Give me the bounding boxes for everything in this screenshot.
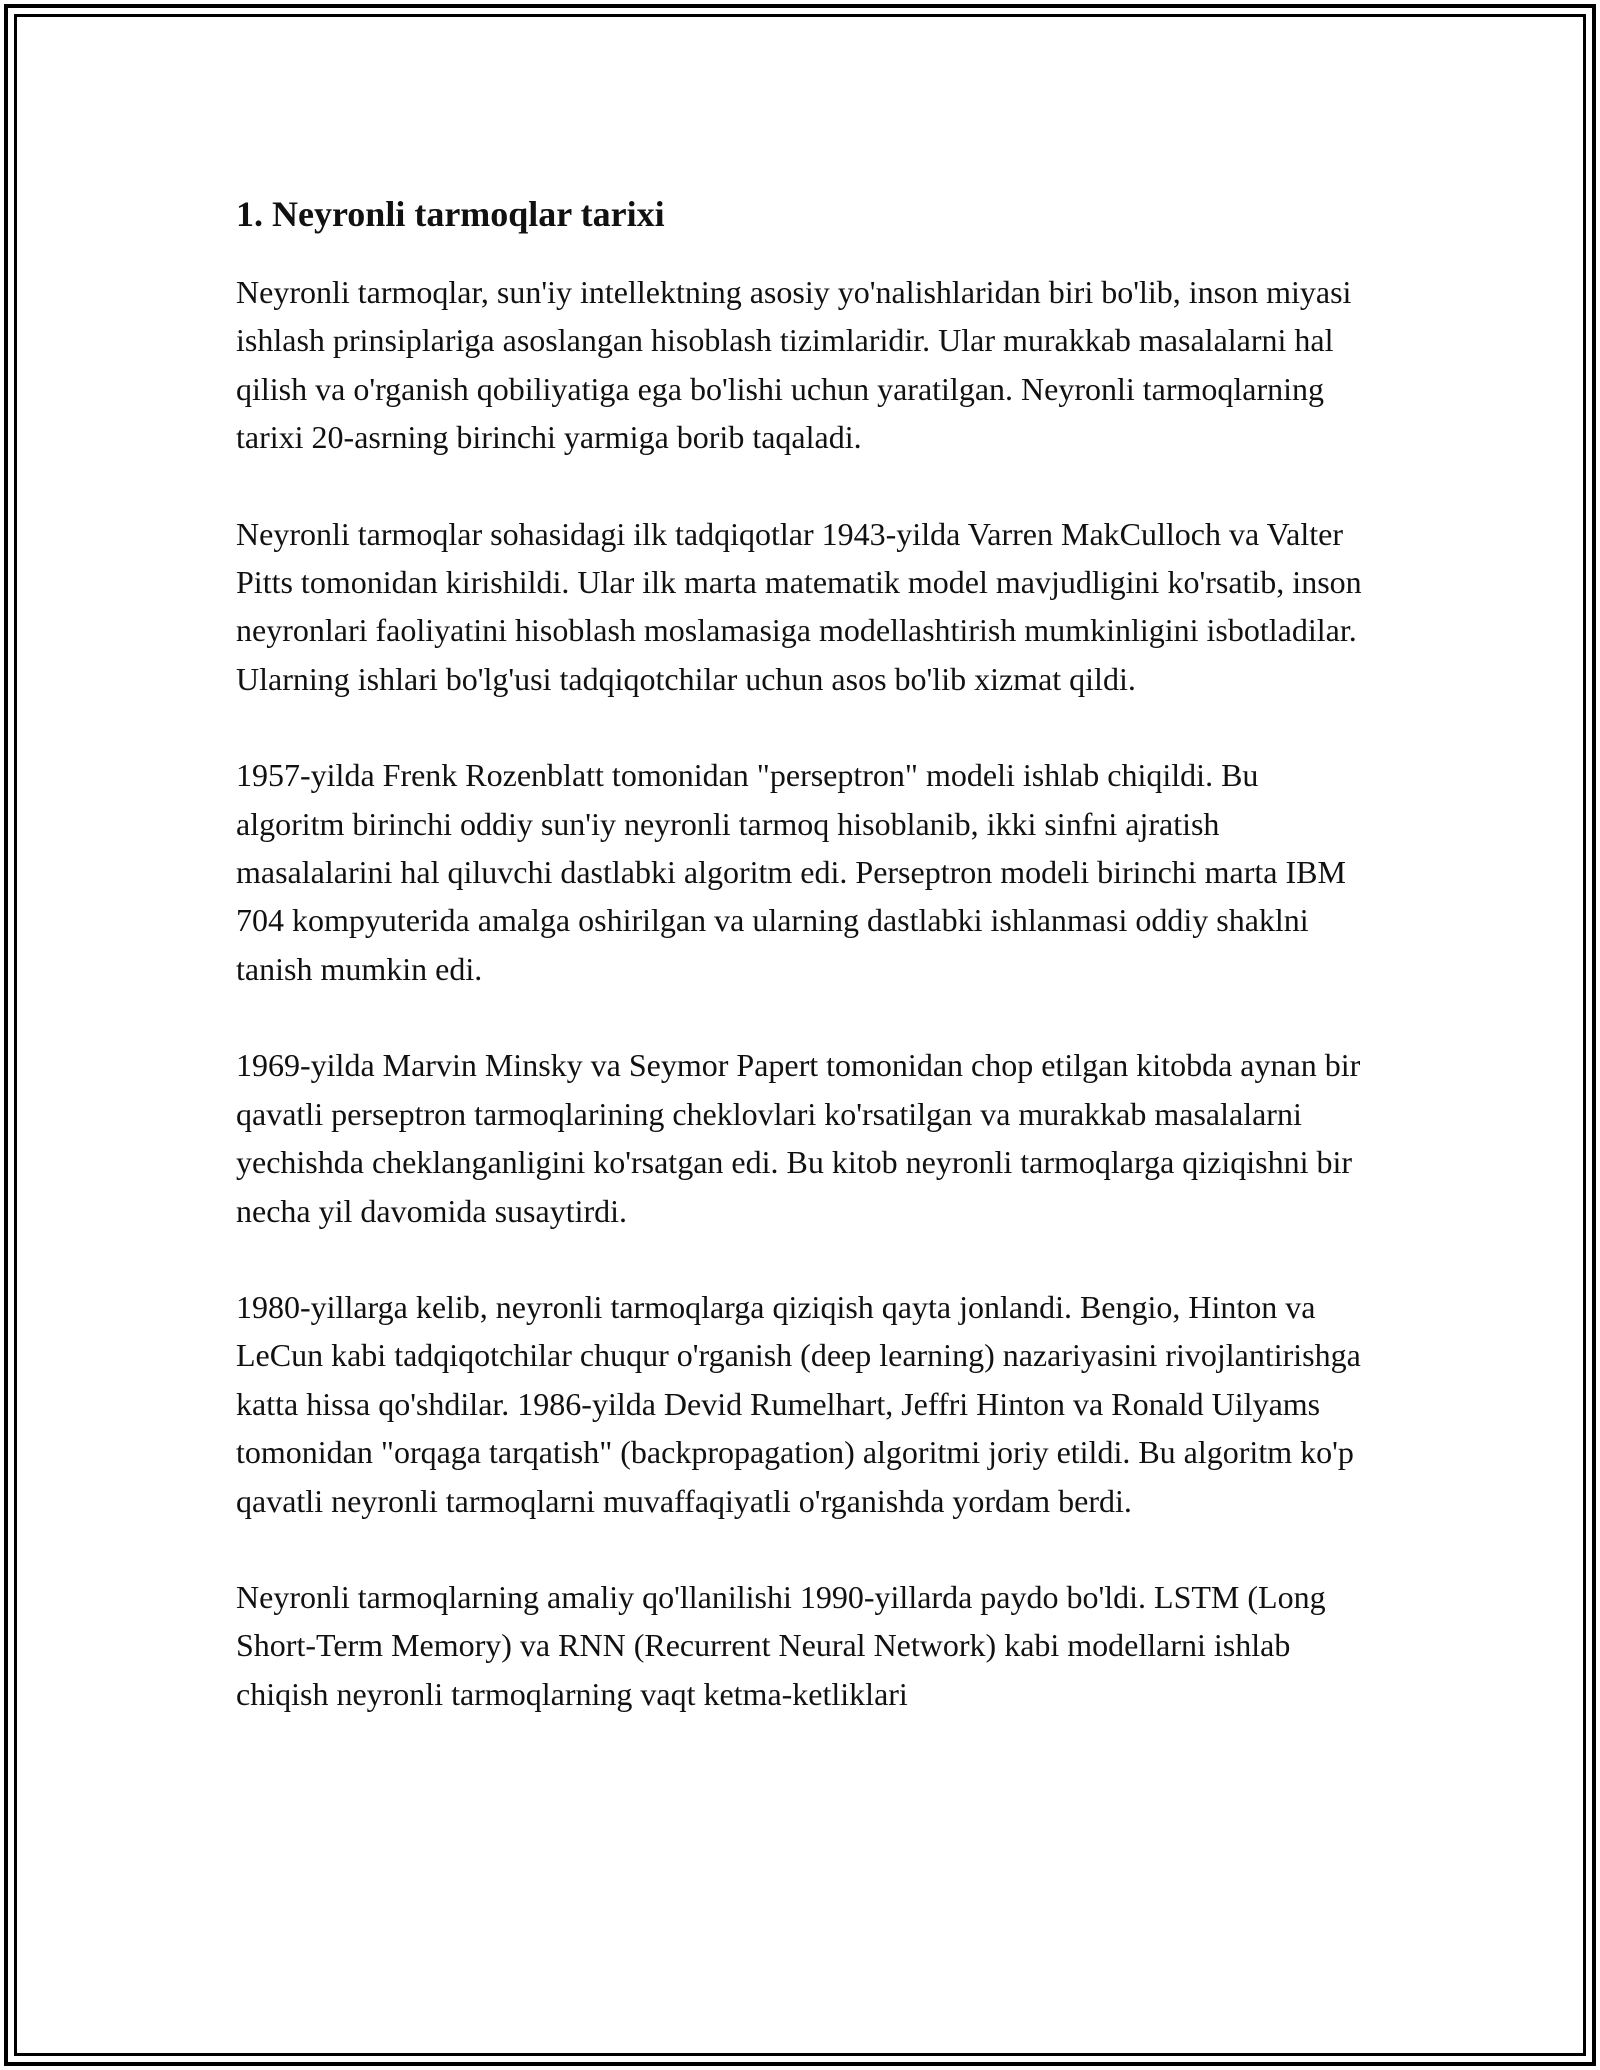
paragraph-1969: 1969-yilda Marvin Minsky va Seymor Papert tomonidan chop etilgan kitobda aynan bir qavatli perseptron tarmoqlarining cheklovlari ko'rsatilgan va murakkab masalalarni yechishda cheklanganligini ko'rsatgan edi. Bu kitob neyronli tarmoqlarga qiziqishni bir necha yil davomida susaytirdi. bbox=[236, 1047, 1361, 1229]
paragraph-intro: Neyronli tarmoqlar, sun'iy intellektning asosiy yo'nalishlaridan biri bo'lib, inson miyasi ishlash prinsiplariga asoslangan hisoblash tizimlaridir. Ular murakkab masalalarni hal qilish va o'rganish qobiliyatiga ega bo'lishi uchun yaratilgan. Neyronli tarmoqlarning tarixi 20-asrning birinchi yarmiga borib taqaladi. bbox=[236, 274, 1352, 456]
paragraph-1990s: Neyronli tarmoqlarning amaliy qo'llanilishi 1990-yillarda paydo bo'ldi. LSTM (Long Short-Term Memory) va RNN (Recurrent Neural Network) kabi modellarni ishlab chiqish neyronli tarmoqlarning vaqt ketma-ketliklari bbox=[236, 1578, 1326, 1712]
paragraph-1943: Neyronli tarmoqlar sohasidagi ilk tadqiqotlar 1943-yilda Varren MakCulloch va Valter Pitts tomonidan kirishildi. Ular ilk marta matematik model mavjudligini ko'rsatib, inson neyronlari faoliyatini hisoblash moslamasiga modellashtirish mumkinligini isbotladilar. Ularning ishlari bo'lg'usi tadqiqotchilar uchun asos bo'lib xizmat qildi. bbox=[236, 515, 1362, 697]
paragraph-1957: 1957-yilda Frenk Rozenblatt tomonidan "perseptron" modeli ishlab chiqildi. Bu algoritm birinchi oddiy sun'iy neyronli tarmoq hisoblanib, ikki sinfni ajratish masalalarini hal qiluvchi dastlabki algoritm edi. Perseptron modeli birinchi marta IBM 704 kompyuterida amalga oshirilgan va ularning dastlabki ishlanmasi oddiy shaklni tanish mumkin edi. bbox=[236, 757, 1346, 987]
document-body bbox=[236, 186, 1366, 1718]
section-heading: 1. Neyronli tarmoqlar tarixi bbox=[236, 194, 665, 234]
paragraph-1980s: 1980-yillarga kelib, neyronli tarmoqlarga qiziqish qayta jonlandi. Bengio, Hinton va LeCun kabi tadqiqotchilar chuqur o'rganish (deep learning) nazariyasini rivojlantirishga katta hissa qo'shdilar. 1986-yilda Devid Rumelhart, Jeffri Hinton va Ronald Uilyams tomonidan "orqaga tarqatish" (backpropagation) algoritmi joriy etildi. Bu algoritm ko'p qavatli neyronli tarmoqlarni muvaffaqiyatli o'rganishda yordam berdi. bbox=[236, 1288, 1361, 1519]
